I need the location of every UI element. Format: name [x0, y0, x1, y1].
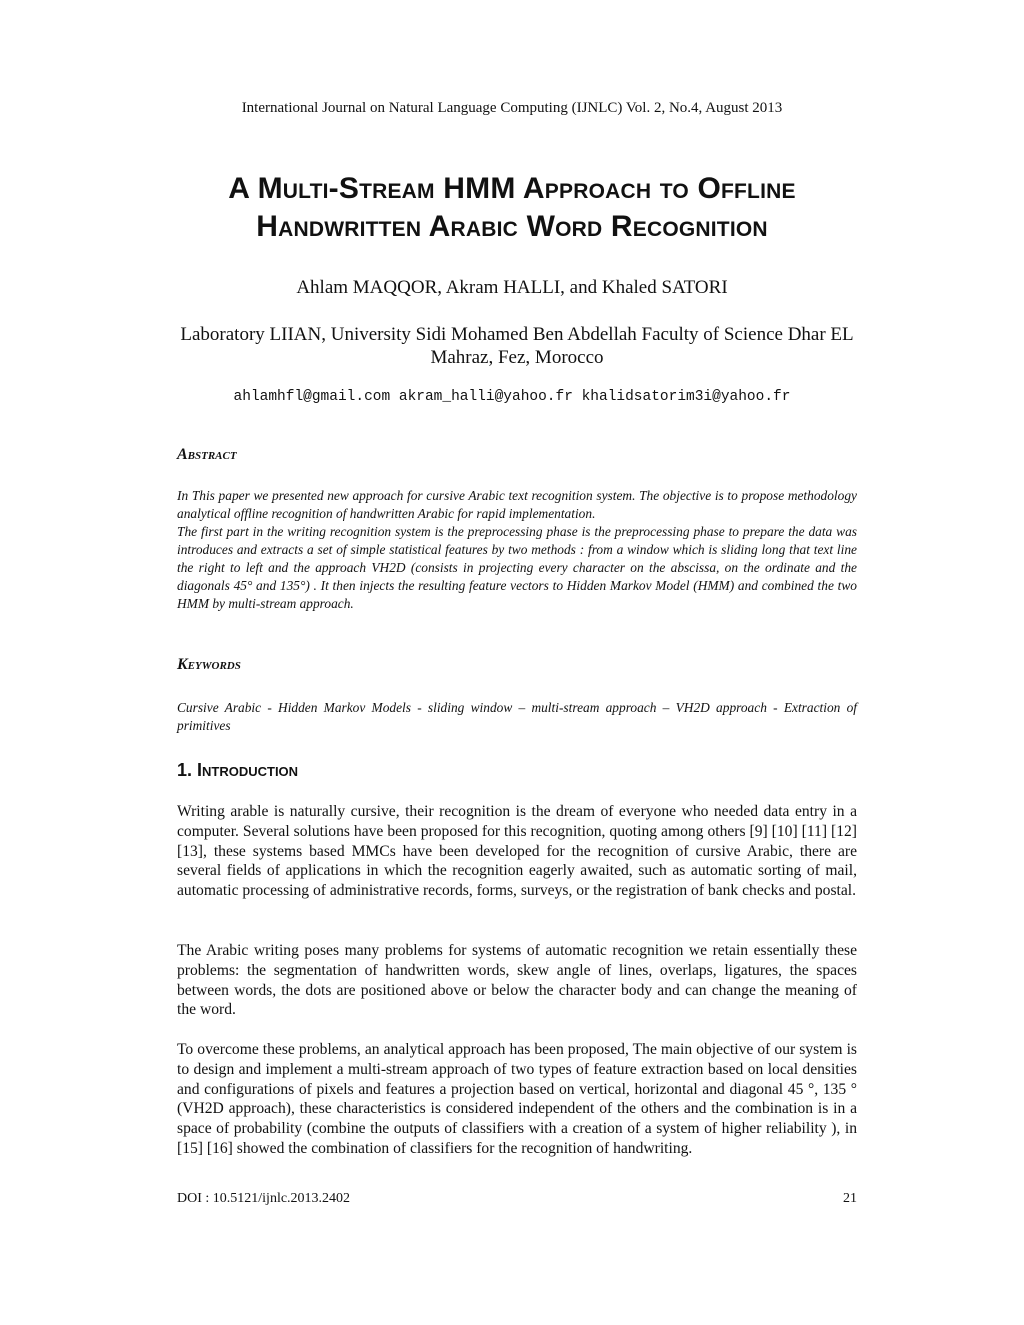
abstract-body — [177, 487, 857, 613]
page-footer — [177, 1191, 857, 1207]
paper-title — [80, 170, 944, 246]
intro-paragraph-1 — [177, 802, 857, 901]
paragraph-text: The Arabic writing poses many problems for systems of automatic recognition we retain essentially these problems: the segmentation of handwritten words, skew angle of lines, overlaps, ligatures, the spaces between words, the dots are positioned above or below the character body and can change the meaning of the word. — [177, 942, 857, 1019]
author-list: Ahlam MAQQOR, Akram HALLI, and Khaled SATORI — [296, 277, 728, 298]
paragraph-text: To overcome these problems, an analytical approach has been proposed, The main objective of our system is to design and implement a multi-stream approach of two types of feature extraction based on local densities and configurations of pixels and features a projection based on vertical, horizontal and diagonal 45 °, 135 ° (VH2D approach), these characteristics is considered independent of the others and the combination is in a space of probability (combine the outputs of classifiers with a creation of a system of higher reliability ), in [15] [16] showed the combination of classifiers for the recognition of handwriting. — [177, 1041, 857, 1157]
intro-paragraph-2 — [177, 941, 857, 1020]
paragraph-text: Writing arable is naturally cursive, their recognition is the dream of everyone who needed data entry in a computer. Several solutions have been proposed for this recognition, quoting among others [9] [10] [11] [12] [13], these systems based MMCs have been developed for the recognition of cursive Arabic, there are several fields of applications in which the recognition eagerly awaited, such as automatic sorting of mail, automatic processing of administrative records, forms, surveys, or the registration of bank checks and postal. — [177, 803, 857, 900]
title-line-2: Handwritten Arabic Word Recognition — [256, 210, 768, 243]
intro-paragraph-3 — [177, 1040, 857, 1159]
page-number: 21 — [843, 1191, 857, 1206]
introduction-heading: 1. Introduction — [177, 760, 299, 780]
affiliation: Laboratory LIIAN, University Sidi Mohamed Ben Abdellah Faculty of Science Dhar EL Mahraz, Fez, Morocco — [180, 324, 854, 368]
abstract-heading: Abstract — [177, 446, 237, 463]
keywords-heading: Keywords — [177, 656, 241, 673]
abstract-paragraph: In This paper we presented new approach for cursive Arabic text recognition system. The objective is to propose methodology analytical offline recognition of handwritten Arabic for rapid implementation. — [177, 488, 857, 521]
title-line-1: A Multi-Stream HMM Approach to Offline — [228, 172, 796, 205]
doi-link[interactable]: DOI : 10.5121/ijnlc.2013.2402 — [177, 1191, 351, 1206]
abstract-paragraph: The first part in the writing recognition system is the preprocessing phase is the preprocessing phase to prepare the data was introduces and extracts a set of simple statistical features by two methods : from a window which is sliding long that text line the right to left and the approach VH2D (consists in projecting every character on the abscissa, on the ordinate and the diagonals 45° and 135°) . It then injects the resulting feature vectors to Hidden Markov Model (HMM) and combined the two HMM by multi-stream approach. — [177, 524, 857, 611]
author-emails: ahlamhfl@gmail.com akram_halli@yahoo.fr khalidsatorim3i@yahoo.fr — [233, 389, 791, 405]
journal-header: International Journal on Natural Language Computing (IJNLC) Vol. 2, No.4, August 2013 — [241, 100, 783, 116]
keywords-text: Cursive Arabic - Hidden Markov Models - sliding window – multi-stream approach – VH2D approach - Extraction of primitives — [177, 700, 857, 733]
